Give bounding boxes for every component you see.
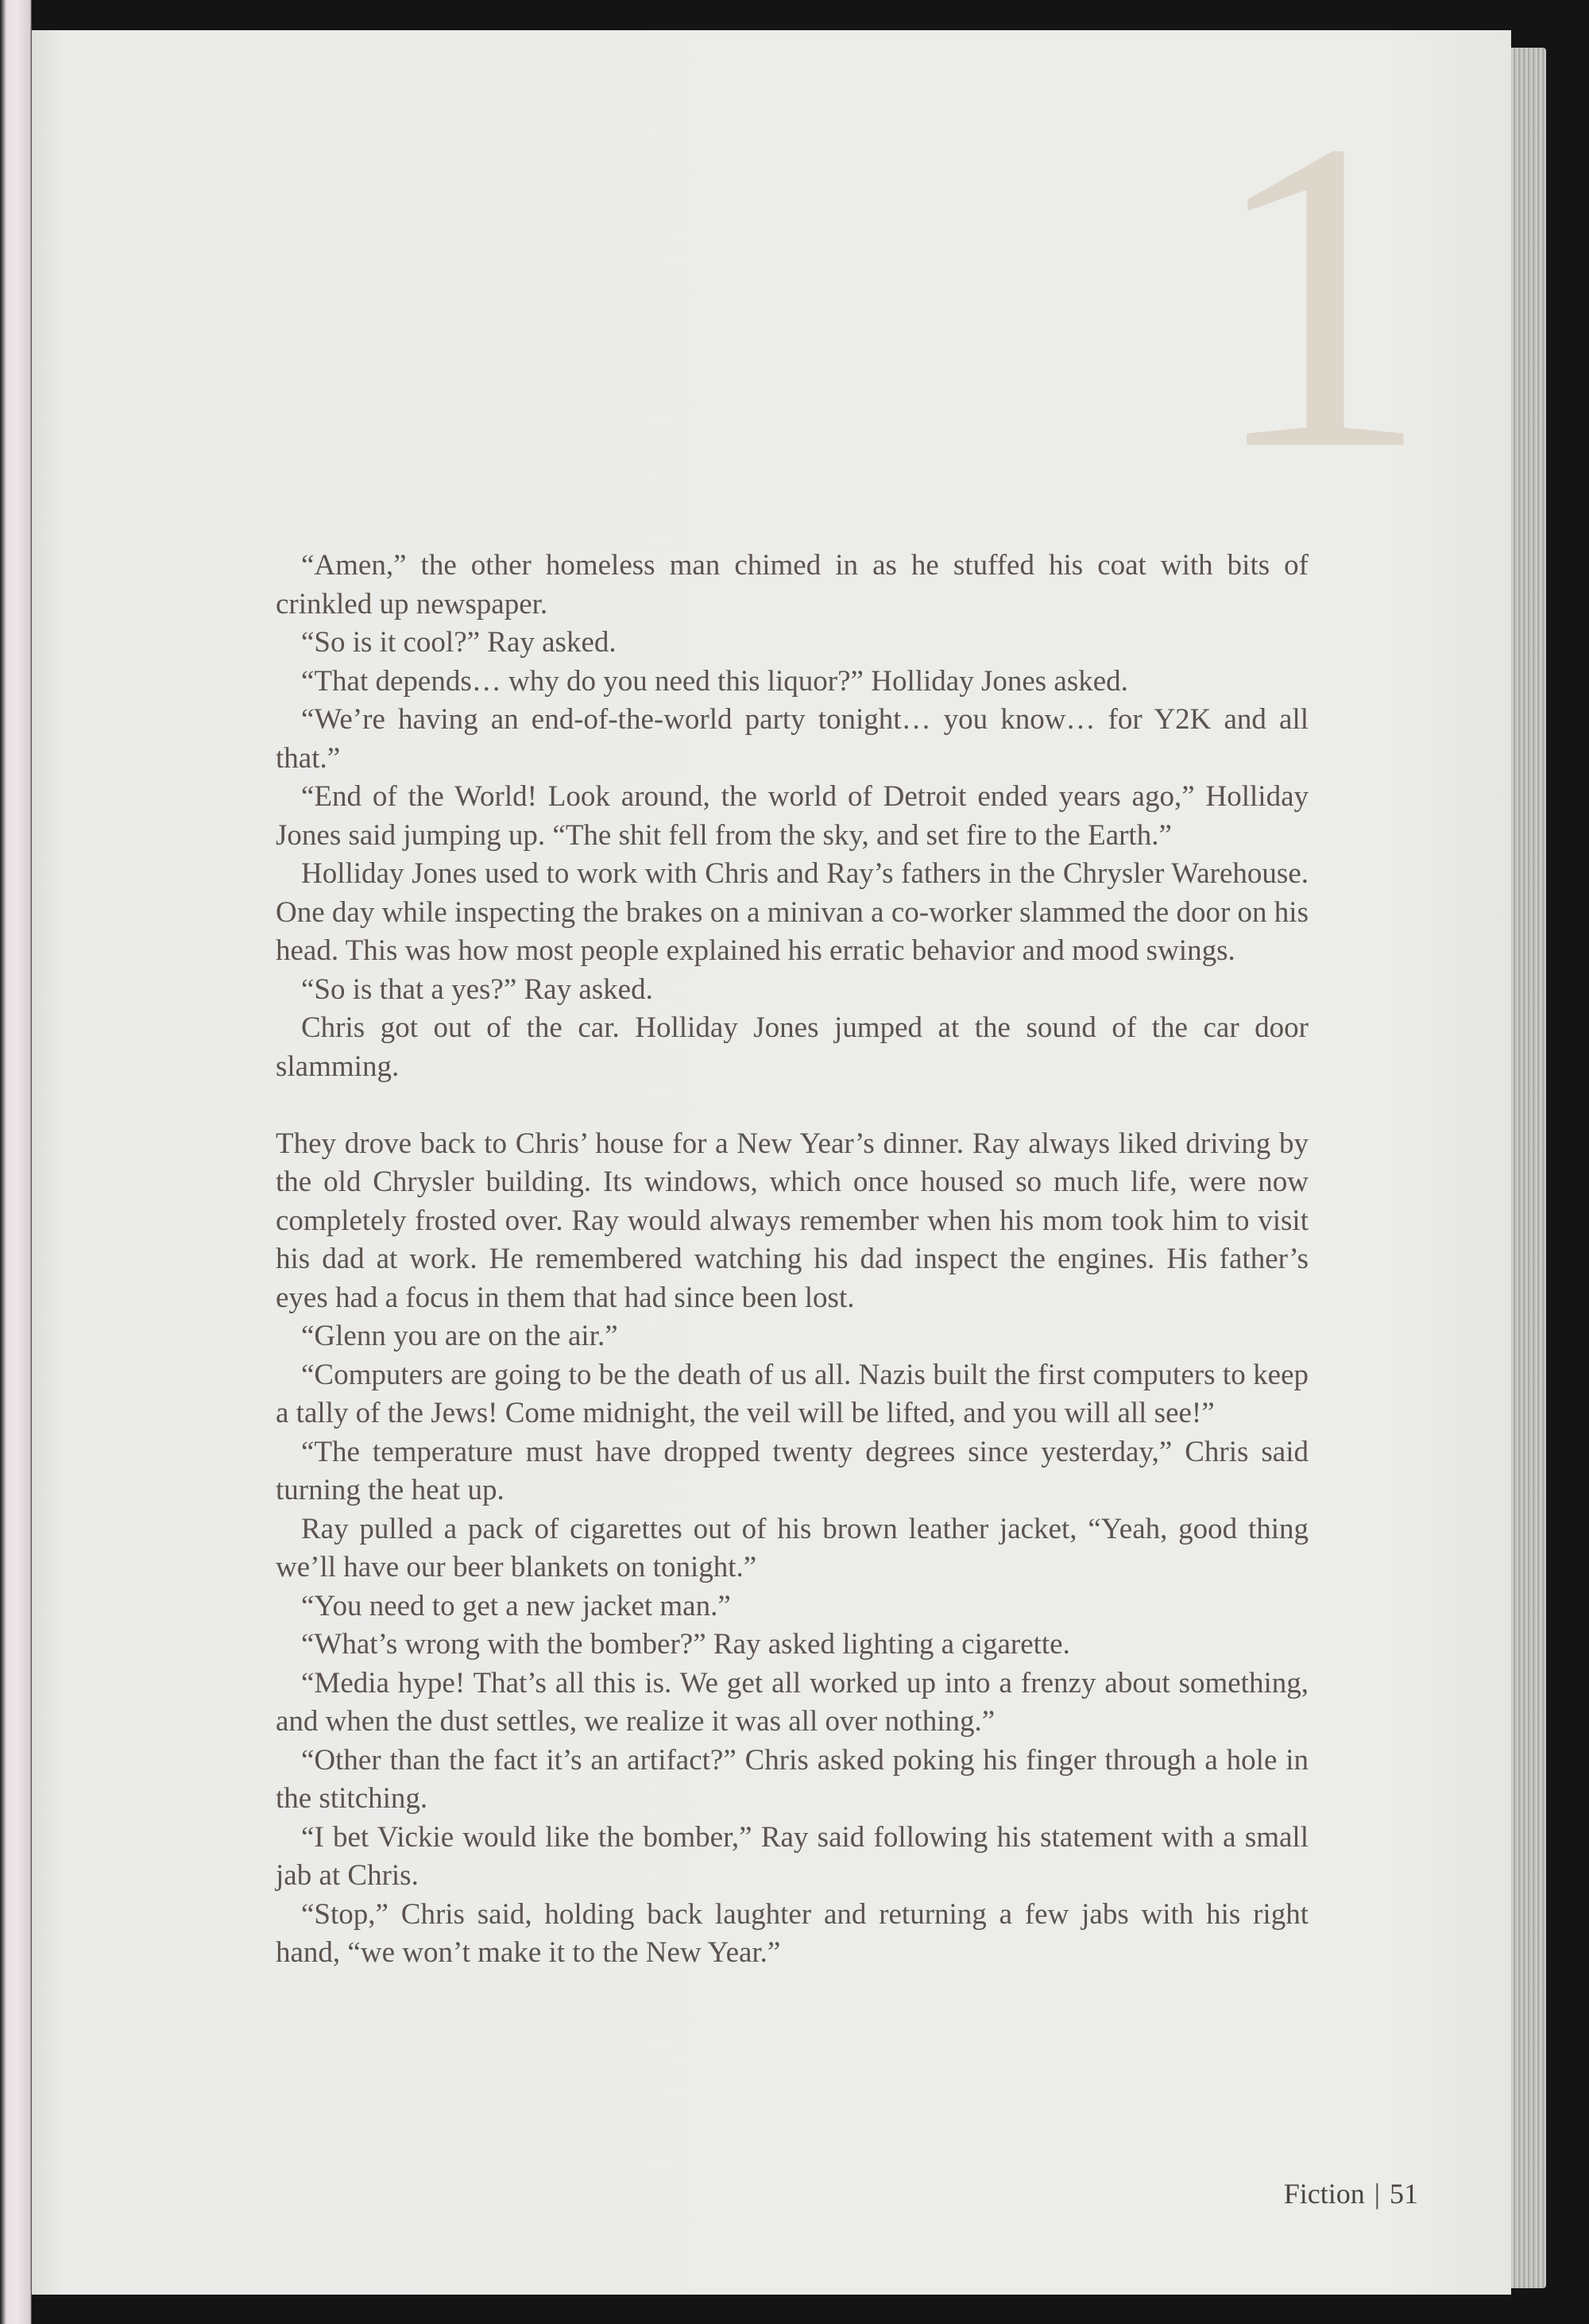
paragraph: “I bet Vickie would like the bomber,” Ray said following his statement with a small jab at Chris. xyxy=(276,1820,1309,1892)
body-text xyxy=(276,547,1309,1973)
paragraph: “Stop,” Chris said, holding back laughter and returning a few jabs with his right hand, “we won’t make it to the New Year.” xyxy=(276,1897,1309,1969)
paragraph: They drove back to Chris’ house for a New Year’s dinner. Ray always liked driving by the old Chrysler building. Its windows, which once housed so much life, were now completely frosted over. Ray would always remember when his mom took him to visit his dad at work. He remembered watching his dad inspect the engines. His father’s eyes had a focus in them that had since been lost. xyxy=(276,1127,1309,1314)
paragraph: “Media hype! That’s all this is. We get all worked up into a frenzy about something, and when the dust settles, we realize it was all over nothing.” xyxy=(276,1666,1309,1738)
paragraph: “What’s wrong with the bomber?” Ray asked lighting a cigarette. xyxy=(301,1628,1070,1661)
page-stack-edge xyxy=(1511,48,1546,2288)
paragraph: “End of the World! Look around, the world of Detroit ended years ago,” Holliday Jones said jumping up. “The shit fell from the sky, and set fire to the Earth.” xyxy=(276,780,1309,852)
paragraph: “We’re having an end-of-the-world party tonight… you know… for Y2K and all that.” xyxy=(276,703,1309,775)
paragraph: “Glenn you are on the air.” xyxy=(301,1320,618,1352)
footer-separator: | xyxy=(1374,2178,1380,2210)
footer-section: Fiction xyxy=(1283,2178,1365,2210)
paragraph: “So is it cool?” Ray asked. xyxy=(301,626,617,659)
paragraph: “Other than the fact it’s an artifact?” Chris asked poking his finger through a hole in the stitching. xyxy=(276,1743,1309,1815)
paragraph: “So is that a yes?” Ray asked. xyxy=(301,973,653,1006)
paragraph: Ray pulled a pack of cigarettes out of his brown leather jacket, “Yeah, good thing we’ll have our beer blankets on tonight.” xyxy=(276,1512,1309,1583)
paragraph: “That depends… why do you need this liquor?” Holliday Jones asked. xyxy=(301,664,1128,698)
previous-page-edge xyxy=(0,0,32,2324)
paragraph: “Computers are going to be the death of us all. Nazis built the first computers to keep a tally of the Jews! Come midnight, the veil will be lifted, and you will all see!” xyxy=(276,1358,1309,1429)
paragraph: “You need to get a new jacket man.” xyxy=(301,1589,731,1622)
chapter-number: 1 xyxy=(1208,49,1430,542)
paragraph: Holliday Jones used to work with Chris and Ray’s fathers in the Chrysler Warehouse. One day while inspecting the brakes on a minivan a co-worker slammed the door on his head. This was how most people explained his erratic behavior and mood swings. xyxy=(276,857,1309,967)
paragraph: “Amen,” the other homeless man chimed in as he stuffed his coat with bits of crinkled up newspaper. xyxy=(276,549,1309,621)
page-footer xyxy=(1284,2177,1418,2210)
paragraph: “The temperature must have dropped twenty degrees since yesterday,” Chris said turning the heat up. xyxy=(276,1435,1309,1506)
paragraph: Chris got out of the car. Holliday Jones jumped at the sound of the car door slamming. xyxy=(276,1011,1309,1083)
page-number: 51 xyxy=(1390,2178,1418,2210)
